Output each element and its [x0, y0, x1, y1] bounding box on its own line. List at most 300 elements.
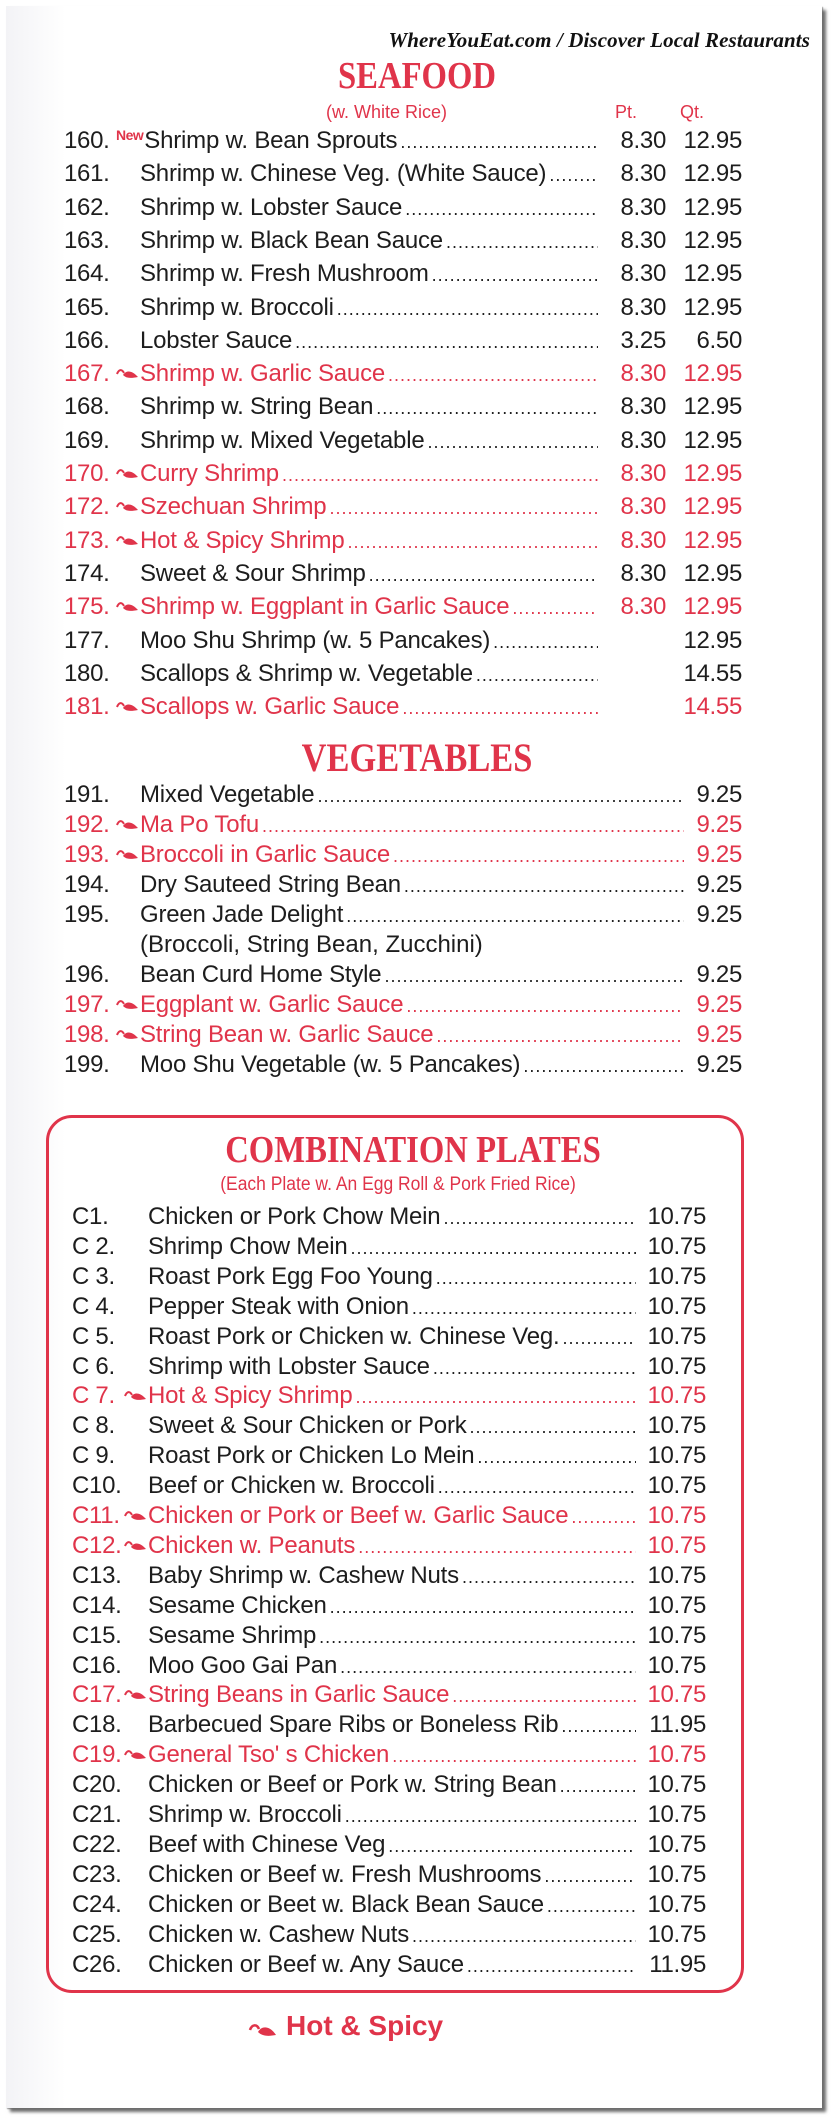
item-number: 180. — [64, 659, 110, 687]
dot-leader — [467, 1951, 636, 1981]
item-number: C25. — [72, 1920, 122, 1948]
item-number: C14. — [72, 1591, 122, 1619]
menu-item-row — [72, 1830, 706, 1860]
dot-leader — [432, 260, 598, 290]
item-number: C26. — [72, 1950, 122, 1978]
menu-item-row — [64, 1020, 742, 1050]
dot-leader — [562, 1323, 636, 1353]
item-number: C 7. — [72, 1382, 115, 1410]
dot-leader — [452, 1681, 636, 1711]
dot-leader — [355, 1382, 636, 1412]
new-badge: New — [116, 127, 144, 143]
chili-pepper-icon — [124, 1740, 148, 1754]
menu-item-row — [72, 1621, 706, 1651]
dot-leader — [560, 1771, 636, 1801]
combination-subtitle: (Each Plate w. An Egg Roll & Pork Fried Rice) — [220, 1174, 576, 1195]
item-name: Shrimp w. Bean Sprouts — [144, 127, 398, 154]
chili-pepper-icon — [116, 692, 140, 706]
item-price: 10.75 — [647, 1741, 706, 1769]
item-name: Sesame Chicken — [148, 1591, 327, 1619]
item-number: 175. — [64, 593, 110, 621]
dot-leader — [436, 1263, 636, 1293]
price-quart: 12.95 — [683, 426, 742, 454]
item-price: 10.75 — [647, 1890, 706, 1918]
price-quart: 12.95 — [683, 626, 742, 654]
combination-title: COMBINATION PLATES — [225, 1129, 601, 1171]
menu-item-row — [64, 810, 742, 840]
dot-leader — [376, 393, 598, 423]
price-pint: 8.30 — [620, 360, 666, 388]
menu-item-row — [64, 840, 742, 870]
price-quart: 12.95 — [683, 360, 742, 388]
dot-leader — [433, 1353, 636, 1383]
menu-item-row — [72, 1531, 706, 1561]
item-name: Shrimp w. Broccoli — [140, 293, 334, 321]
item-number: 163. — [64, 226, 110, 254]
chili-pepper-icon — [116, 459, 140, 473]
menu-item-row — [64, 960, 742, 990]
price-pint: 8.30 — [620, 559, 666, 587]
item-number: C16. — [72, 1651, 122, 1679]
dot-leader — [319, 1622, 636, 1652]
dot-leader — [262, 811, 684, 841]
item-price: 9.25 — [696, 901, 742, 928]
price-pint: 8.30 — [620, 260, 666, 288]
item-name: Chicken or Beef or Pork w. String Bean — [148, 1771, 557, 1799]
item-name: Barbecued Spare Ribs or Boneless Rib — [148, 1711, 559, 1739]
price-quart: 14.55 — [683, 659, 742, 687]
item-number: C21. — [72, 1801, 122, 1828]
price-pint: 8.30 — [620, 193, 666, 221]
dot-leader — [340, 1652, 636, 1682]
price-pint: 8.30 — [620, 127, 666, 154]
chili-pepper-icon — [116, 810, 140, 824]
item-price: 10.75 — [647, 1352, 706, 1380]
chili-pepper-icon — [124, 1501, 148, 1515]
dot-leader — [406, 991, 684, 1021]
dot-leader — [412, 1293, 636, 1323]
menu-item-row — [64, 626, 742, 656]
price-pint: 8.30 — [620, 526, 666, 554]
item-name: String Bean w. Garlic Sauce — [140, 1021, 434, 1048]
item-name: Beef with Chinese Veg — [148, 1830, 386, 1858]
item-name: Beef or Chicken w. Broccoli — [148, 1472, 435, 1500]
item-name: Chicken or Beef w. Fresh Mushrooms — [148, 1860, 542, 1888]
item-number: 161. — [64, 160, 110, 188]
item-price: 9.25 — [696, 841, 742, 868]
chili-pepper-icon — [116, 990, 140, 1004]
menu-item-row — [72, 1322, 706, 1352]
price-pint: 8.30 — [620, 593, 666, 621]
price-pint: 8.30 — [620, 426, 666, 454]
dot-leader — [402, 693, 598, 723]
menu-item-row — [64, 780, 742, 810]
item-number: 196. — [64, 961, 110, 988]
dot-leader — [330, 1592, 636, 1622]
item-number: C12. — [72, 1531, 122, 1559]
dot-leader — [476, 660, 598, 690]
item-number: C18. — [72, 1711, 122, 1739]
item-price: 10.75 — [647, 1651, 706, 1679]
item-name: Sweet & Sour Chicken or Pork — [148, 1412, 467, 1440]
menu-item-row — [64, 159, 742, 189]
menu-item-row — [72, 1352, 706, 1382]
item-number: C 4. — [72, 1292, 115, 1320]
item-number: 194. — [64, 871, 110, 898]
item-price: 10.75 — [647, 1502, 706, 1529]
menu-item-row — [64, 870, 742, 900]
item-name: Shrimp w. String Bean — [140, 393, 374, 421]
chili-pepper-icon — [116, 592, 140, 606]
item-name: Lobster Sauce — [140, 326, 293, 354]
dot-leader — [428, 427, 599, 457]
menu-item-row — [64, 326, 742, 356]
dot-leader — [392, 1741, 636, 1771]
dot-leader — [493, 627, 598, 657]
chili-pepper-icon — [116, 492, 140, 506]
price-quart: 12.95 — [683, 493, 742, 521]
item-price: 9.25 — [696, 991, 742, 1018]
dot-leader — [345, 1801, 636, 1831]
dot-leader — [384, 961, 684, 991]
dot-leader — [561, 1711, 636, 1741]
dot-leader — [462, 1562, 636, 1592]
item-number: C 8. — [72, 1412, 115, 1440]
item-number: C 2. — [72, 1232, 115, 1260]
dot-leader — [523, 1051, 684, 1081]
price-pint: 8.30 — [620, 293, 666, 321]
item-number: 172. — [64, 493, 110, 521]
menu-item-row — [72, 1651, 706, 1681]
item-name: Roast Pork or Chicken w. Chinese Veg. — [148, 1322, 560, 1350]
dot-leader — [347, 527, 598, 557]
price-quart: 12.95 — [683, 593, 742, 621]
item-price: 9.25 — [696, 781, 742, 808]
item-name: Shrimp w. Mixed Vegetable — [140, 426, 425, 454]
menu-item-row — [72, 1381, 706, 1411]
menu-item-row — [72, 1950, 706, 1980]
column-header-quart: Qt. — [680, 102, 705, 122]
dot-leader — [404, 871, 684, 901]
item-name: Scallops & Shrimp w. Vegetable — [140, 659, 473, 687]
dot-leader — [438, 1472, 636, 1502]
column-header-pint: Pt. — [615, 102, 638, 122]
menu-item-row — [64, 293, 742, 323]
menu-item-row — [72, 1680, 706, 1710]
item-number: C 5. — [72, 1322, 115, 1350]
item-name: Chicken w. Cashew Nuts — [148, 1920, 410, 1948]
menu-item-row — [72, 1591, 706, 1621]
price-quart: 12.95 — [683, 293, 742, 321]
menu-item-row — [64, 426, 742, 456]
item-name: Szechuan Shrimp — [140, 493, 327, 521]
menu-item-row — [72, 1740, 706, 1770]
item-name: Roast Pork or Chicken Lo Mein — [148, 1442, 475, 1470]
item-number: 170. — [64, 460, 110, 487]
vegetables-title: VEGETABLES — [301, 735, 533, 780]
item-name: Shrimp with Lobster Sauce — [148, 1352, 430, 1380]
item-price: 10.75 — [647, 1382, 706, 1410]
item-number: 197. — [64, 991, 110, 1018]
item-name: Shrimp w. Garlic Sauce — [140, 360, 386, 388]
item-number: 192. — [64, 811, 110, 838]
menu-item-row — [64, 193, 742, 223]
item-name: Broccoli in Garlic Sauce — [140, 841, 390, 868]
item-price: 9.25 — [696, 961, 742, 988]
item-name: Shrimp w. Lobster Sauce — [140, 193, 403, 221]
item-number: 169. — [64, 426, 110, 454]
item-name: Chicken w. Peanuts — [148, 1531, 356, 1559]
dot-leader — [549, 160, 598, 190]
item-price: 10.75 — [647, 1591, 706, 1619]
item-name: Chicken or Pork Chow Mein — [148, 1203, 441, 1230]
item-price: 9.25 — [696, 1051, 742, 1078]
item-price: 11.95 — [649, 1711, 706, 1739]
item-number: 199. — [64, 1051, 110, 1078]
menu-item-row — [72, 1441, 706, 1471]
item-number: 168. — [64, 393, 110, 421]
price-quart: 12.95 — [683, 127, 742, 154]
item-name: Sesame Shrimp — [148, 1621, 317, 1649]
menu-item-row — [72, 1561, 706, 1591]
dot-leader — [412, 1921, 636, 1951]
item-price: 10.75 — [647, 1531, 706, 1559]
item-number: 191. — [64, 781, 110, 808]
dot-leader — [369, 560, 598, 590]
item-name: Green Jade Delight — [140, 901, 344, 928]
dot-leader — [446, 227, 598, 257]
item-number: C 3. — [72, 1262, 115, 1290]
item-number: C10. — [72, 1472, 122, 1500]
chili-pepper-icon — [248, 2016, 282, 2036]
menu-item-row — [64, 900, 742, 930]
item-number: C23. — [72, 1860, 122, 1888]
menu-item-row — [72, 1800, 706, 1830]
menu-item-row — [72, 1770, 706, 1800]
item-number: C17. — [72, 1681, 122, 1709]
item-price: 9.25 — [696, 1021, 742, 1048]
item-name: Dry Sauteed String Bean — [140, 871, 401, 898]
item-name: String Beans in Garlic Sauce — [148, 1681, 450, 1709]
price-pint: 8.30 — [620, 393, 666, 421]
item-price: 10.75 — [647, 1232, 706, 1260]
item-number: 166. — [64, 326, 110, 354]
dot-leader — [547, 1891, 636, 1921]
price-quart: 14.55 — [683, 693, 742, 721]
menu-item-row — [64, 592, 742, 622]
menu-item-row — [64, 126, 742, 156]
price-pint: 8.30 — [620, 460, 666, 487]
item-name: General Tso' s Chicken — [148, 1741, 390, 1769]
item-price: 10.75 — [647, 1412, 706, 1440]
item-price: 10.75 — [647, 1262, 706, 1290]
chili-pepper-icon — [124, 1531, 148, 1545]
item-name: Curry Shrimp — [140, 460, 279, 487]
item-price: 10.75 — [647, 1561, 706, 1589]
menu-item-row — [64, 1050, 742, 1080]
menu-item-row — [72, 1920, 706, 1950]
item-number: 195. — [64, 901, 110, 928]
dot-leader — [443, 1203, 636, 1233]
menu-item-row — [72, 1232, 706, 1262]
item-price: 10.75 — [647, 1801, 706, 1828]
price-quart: 12.95 — [683, 393, 742, 421]
price-quart: 12.95 — [683, 160, 742, 188]
menu-item-row — [72, 1292, 706, 1322]
menu-item-row — [64, 526, 742, 556]
item-name: Sweet & Sour Shrimp — [140, 559, 366, 587]
menu-item-row — [72, 1262, 706, 1292]
dot-leader — [470, 1412, 636, 1442]
item-name: Shrimp Chow Mein — [148, 1232, 348, 1260]
chili-pepper-icon — [116, 840, 140, 854]
price-quart: 12.95 — [683, 460, 742, 487]
item-name: Ma Po Tofu — [140, 811, 259, 838]
item-note: (Broccoli, String Bean, Zucchini) — [140, 931, 483, 958]
chili-pepper-icon — [116, 526, 140, 540]
item-number: 173. — [64, 526, 110, 554]
chili-pepper-icon — [124, 1680, 148, 1694]
item-number: C15. — [72, 1621, 122, 1649]
dot-leader — [477, 1442, 636, 1472]
dot-leader — [346, 901, 684, 931]
item-name: Pepper Steak with Onion — [148, 1292, 409, 1320]
dot-leader — [295, 327, 598, 357]
menu-item-row — [64, 559, 742, 589]
item-number: 177. — [64, 626, 110, 654]
item-name: Moo Shu Vegetable (w. 5 Pancakes) — [140, 1051, 521, 1078]
price-quart: 12.95 — [683, 260, 742, 288]
item-name: Roast Pork Egg Foo Young — [148, 1262, 433, 1290]
menu-item-row — [72, 1411, 706, 1441]
item-name: Chicken or Beef w. Any Sauce — [148, 1950, 464, 1978]
item-name: Hot & Spicy Shrimp — [140, 526, 345, 554]
item-number: C24. — [72, 1890, 122, 1918]
price-pint: 8.30 — [620, 160, 666, 188]
spicy-legend — [248, 2010, 443, 2042]
price-pint: 3.25 — [620, 326, 666, 354]
dot-leader — [393, 841, 684, 871]
item-name: Bean Curd Home Style — [140, 961, 382, 988]
item-number: C20. — [72, 1771, 122, 1799]
seafood-subtitle: (w. White Rice) — [326, 102, 448, 122]
price-quart: 12.95 — [683, 559, 742, 587]
menu-item-row — [64, 392, 742, 422]
item-name: Eggplant w. Garlic Sauce — [140, 991, 404, 1018]
item-name: Chicken or Pork or Beef w. Garlic Sauce — [148, 1502, 569, 1529]
menu-item-row — [72, 1471, 706, 1501]
item-number: 164. — [64, 260, 110, 288]
item-number: C13. — [72, 1561, 122, 1589]
chili-pepper-icon — [116, 359, 140, 373]
item-name: Moo Goo Gai Pan — [148, 1651, 338, 1679]
dot-leader — [436, 1021, 684, 1051]
item-name: Shrimp w. Fresh Mushroom — [140, 260, 429, 288]
item-number: C19. — [72, 1741, 122, 1769]
item-price: 10.75 — [647, 1621, 706, 1649]
dot-leader — [317, 781, 684, 811]
menu-item-row — [64, 359, 742, 389]
dot-leader — [544, 1861, 636, 1891]
item-number: 162. — [64, 193, 110, 221]
item-name: Hot & Spicy Shrimp — [148, 1382, 353, 1410]
price-quart: 12.95 — [683, 226, 742, 254]
site-watermark: WhereYouEat.com / Discover Local Restaurants — [388, 28, 810, 52]
item-name: Shrimp w. Black Bean Sauce — [140, 226, 443, 254]
menu-item-row — [72, 1860, 706, 1890]
dot-leader — [329, 493, 598, 523]
dot-leader — [400, 127, 598, 157]
item-number: 198. — [64, 1021, 110, 1048]
item-number: 181. — [64, 693, 110, 721]
item-number: C1. — [72, 1203, 109, 1230]
item-number: C22. — [72, 1830, 122, 1858]
dot-leader — [405, 194, 598, 224]
menu-item-row — [72, 1202, 706, 1232]
menu-item-row — [64, 459, 742, 489]
item-price: 9.25 — [696, 811, 742, 838]
item-price: 10.75 — [647, 1681, 706, 1709]
dot-leader — [571, 1502, 636, 1532]
chili-pepper-icon — [124, 1381, 148, 1395]
menu-item-row — [72, 1501, 706, 1531]
item-price: 11.95 — [649, 1950, 706, 1978]
item-name: Moo Shu Shrimp (w. 5 Pancakes) — [140, 626, 491, 654]
chili-pepper-icon — [116, 1020, 140, 1034]
item-number: C 6. — [72, 1352, 115, 1380]
item-name: Baby Shrimp w. Cashew Nuts — [148, 1561, 459, 1589]
item-name: Scallops w. Garlic Sauce — [140, 693, 400, 721]
menu-item-row — [64, 492, 742, 522]
menu-item-row — [64, 226, 742, 256]
item-number: 167. — [64, 360, 110, 388]
item-price: 10.75 — [647, 1830, 706, 1858]
item-number: C 9. — [72, 1442, 115, 1470]
dot-leader — [351, 1233, 636, 1263]
item-price: 9.25 — [696, 871, 742, 898]
item-name: Shrimp w. Chinese Veg. (White Sauce) — [140, 160, 547, 188]
dot-leader — [337, 294, 598, 324]
dot-leader — [282, 460, 598, 490]
price-pint: 8.30 — [620, 493, 666, 521]
menu-item-row — [64, 990, 742, 1020]
item-price: 10.75 — [647, 1203, 706, 1230]
price-quart: 12.95 — [683, 526, 742, 554]
item-price: 10.75 — [647, 1771, 706, 1799]
menu-item-row — [72, 1710, 706, 1740]
dot-leader — [512, 593, 598, 623]
item-name: Mixed Vegetable — [140, 781, 315, 808]
menu-item-row — [64, 659, 742, 689]
menu-item-row — [64, 259, 742, 289]
menu-item-row — [72, 1890, 706, 1920]
item-number: 165. — [64, 293, 110, 321]
item-number: 193. — [64, 841, 110, 868]
item-name: Chicken or Beet w. Black Bean Sauce — [148, 1890, 544, 1918]
dot-leader — [388, 1831, 636, 1861]
price-quart: 6.50 — [696, 326, 742, 354]
item-number: C11. — [72, 1502, 120, 1529]
item-price: 10.75 — [647, 1322, 706, 1350]
item-price: 10.75 — [647, 1472, 706, 1500]
item-number: 160. — [64, 127, 110, 154]
seafood-title: SEAFOOD — [338, 55, 496, 97]
menu-item-row — [64, 692, 742, 722]
item-name: Shrimp w. Broccoli — [148, 1801, 342, 1828]
item-price: 10.75 — [647, 1920, 706, 1948]
item-price: 10.75 — [647, 1442, 706, 1470]
dot-leader — [358, 1532, 636, 1562]
